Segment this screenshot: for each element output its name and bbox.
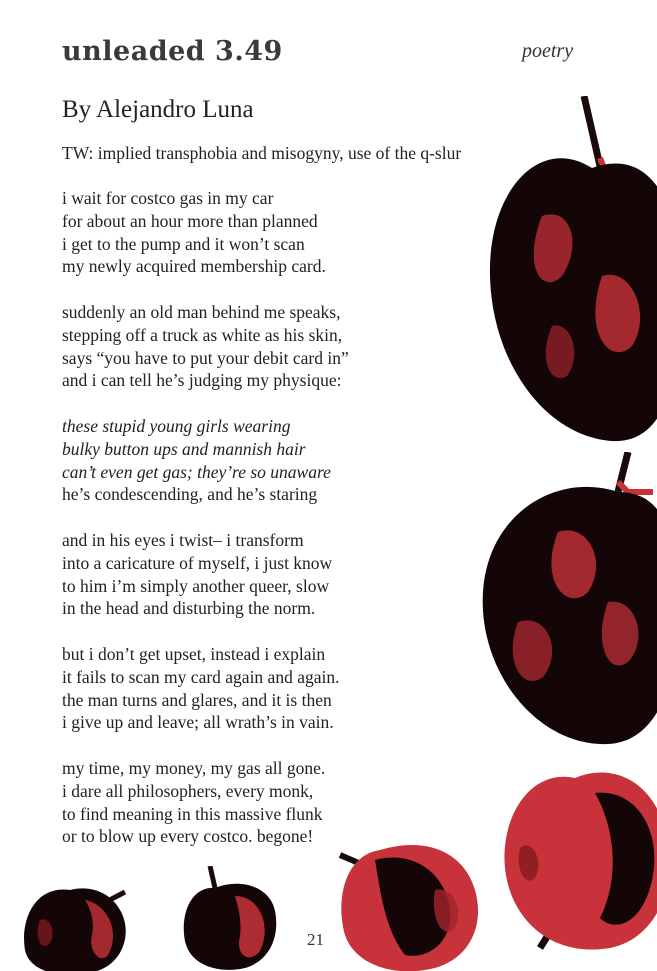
poem-line: these stupid young girls wearing [62, 415, 291, 436]
poem-stanza [62, 643, 482, 734]
poem-line: my newly acquired membership card. [62, 256, 326, 277]
poem-line: to him i’m simply another queer, slow [62, 575, 330, 596]
poem-line: i wait for costco gas in my car [62, 188, 274, 208]
poem-line: and in his eyes i twist– i transform [62, 529, 304, 550]
poem-line: my time, my money, my gas all gone. [62, 757, 326, 778]
poem-stanza [62, 301, 482, 392]
apple-icon [482, 96, 657, 456]
content-warning: TW: implied transphobia and misogyny, use of the q-slur [62, 143, 462, 163]
apple-icon [20, 880, 130, 971]
poem-stanza [62, 187, 482, 278]
poem-line: says “you have to put your debit card in” [62, 347, 349, 368]
poem-stanza [62, 757, 482, 848]
page-number: 21 [307, 930, 324, 949]
apple-icon [500, 758, 657, 958]
poem-stanza [62, 415, 482, 506]
poem-line: into a caricature of myself, i just know [62, 552, 333, 573]
poem-line: the man turns and glares, and it is then [62, 689, 332, 710]
apple-icon [478, 452, 657, 752]
apple-icon [180, 866, 280, 971]
poem-body [62, 187, 482, 871]
poem-line: stepping off a truck as white as his skin, [62, 324, 343, 345]
poem-line: bulky button ups and mannish hair [62, 438, 306, 459]
poem-line: i give up and leave; all wrath’s in vain. [62, 712, 334, 733]
poem-line: it fails to scan my card again and again. [62, 666, 340, 687]
poem-line: for about an hour more than planned [62, 210, 318, 231]
poem-line: suddenly an old man behind me speaks, [62, 301, 341, 322]
poem-stanza [62, 529, 482, 620]
byline: By Alejandro Luna [62, 96, 254, 123]
masthead: unleaded 3.49 [62, 36, 283, 67]
poem-line: in the head and disturbing the norm. [62, 598, 316, 619]
poem-line: i dare all philosophers, every monk, [62, 780, 314, 801]
poem-line: i get to the pump and it won’t scan [62, 233, 305, 254]
poem-line: and i can tell he’s judging my physique: [62, 370, 342, 391]
poem-line: he’s condescending, and he’s staring [62, 484, 318, 505]
section-label: poetry [522, 40, 574, 62]
poem-line: or to blow up every costco. begone! [62, 826, 314, 847]
poem-line: can’t even get gas; they’re so unaware [62, 461, 331, 482]
poem-line: but i don’t get upset, instead i explain [62, 643, 326, 664]
poem-line: to find meaning in this massive flunk [62, 803, 323, 824]
